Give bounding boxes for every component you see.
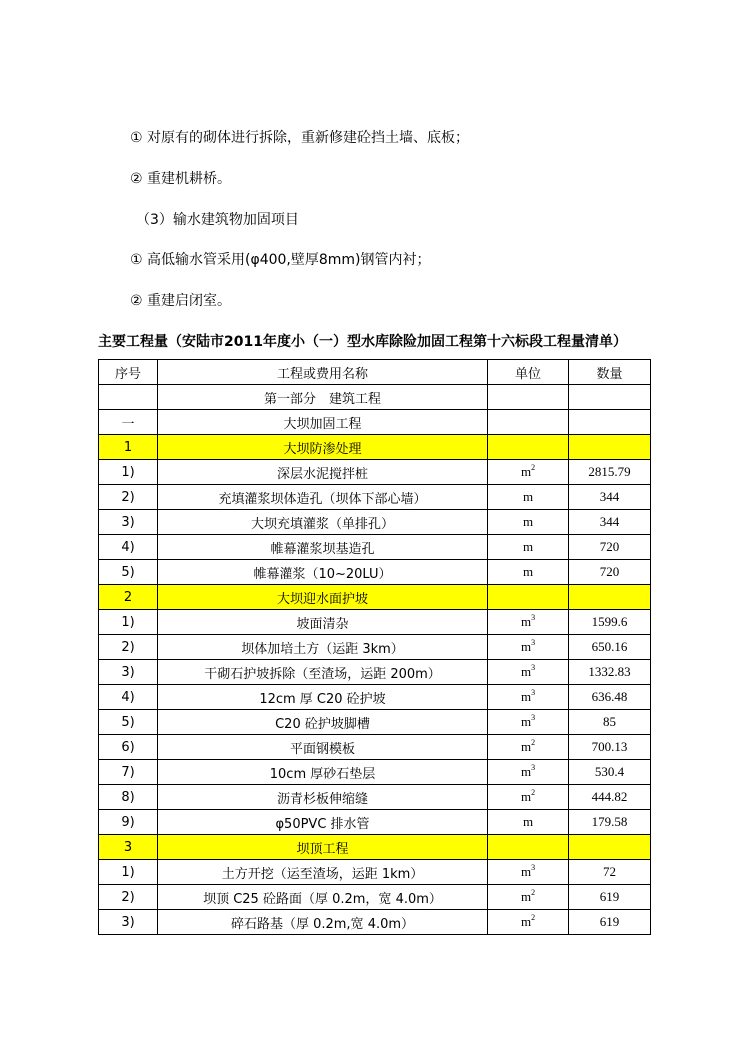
cell-seq: 6) [99, 735, 158, 760]
unit-exponent: 2 [531, 888, 536, 897]
cell-seq [99, 385, 158, 410]
cell-qty: 1332.83 [569, 660, 651, 685]
cell-seq: 4) [99, 535, 158, 560]
cell-qty: 72 [569, 860, 651, 885]
cell-qty: 619 [569, 885, 651, 910]
unit-text: m [520, 764, 532, 779]
table-row [99, 560, 651, 585]
cell-unit [488, 485, 569, 510]
cell-seq: 9) [99, 810, 158, 835]
unit-text: m [520, 614, 532, 629]
cell-unit [488, 435, 569, 460]
cell-seq: 2 [99, 585, 158, 610]
paragraph-1: ① 对原有的砌体进行拆除，重新修建砼挡土墙、底板； [130, 130, 469, 146]
cell-unit [488, 760, 569, 785]
table-row [99, 885, 651, 910]
cell-unit [488, 410, 569, 435]
cell-qty: 650.16 [569, 635, 651, 660]
cell-name: 碎石路基（厚 0.2m,宽 4.0m） [158, 910, 488, 935]
cell-qty [569, 835, 651, 860]
table-row [99, 535, 651, 560]
cell-seq: 4) [99, 685, 158, 710]
cell-unit [488, 585, 569, 610]
unit-text: m [520, 914, 532, 929]
cell-qty [569, 585, 651, 610]
cell-name: 土方开挖（运至渣场，运距 1km） [158, 860, 488, 885]
table-row [99, 435, 651, 460]
unit-text: m [522, 489, 534, 504]
unit-text: m [520, 689, 532, 704]
unit-exponent: 3 [531, 713, 536, 722]
cell-name: 第一部分 建筑工程 [158, 385, 488, 410]
unit-text: m [520, 739, 532, 754]
cell-name: 平面钢模板 [158, 735, 488, 760]
table-row [99, 585, 651, 610]
unit-exponent: 3 [531, 663, 536, 672]
header-name: 工程或费用名称 [158, 360, 488, 385]
cell-qty: 179.58 [569, 810, 651, 835]
unit-exponent: 3 [531, 638, 536, 647]
unit-text: m [520, 889, 532, 904]
cell-qty: 444.82 [569, 785, 651, 810]
cell-seq: 7) [99, 760, 158, 785]
table-row [99, 385, 651, 410]
table-row [99, 835, 651, 860]
cell-qty: 344 [569, 510, 651, 535]
cell-seq: 3) [99, 660, 158, 685]
cell-seq: 5) [99, 560, 158, 585]
cell-seq: 2) [99, 485, 158, 510]
unit-exponent: 2 [531, 913, 536, 922]
cell-unit [488, 610, 569, 635]
table-row [99, 510, 651, 535]
cell-seq: 8) [99, 785, 158, 810]
cell-name: 充填灌浆坝体造孔（坝体下部心墙） [158, 485, 488, 510]
cell-qty: 636.48 [569, 685, 651, 710]
table-row [99, 710, 651, 735]
unit-exponent: 3 [531, 763, 536, 772]
cell-name: 干砌石护坡拆除（至渣场，运距 200m） [158, 660, 488, 685]
table-row [99, 685, 651, 710]
cell-unit [488, 635, 569, 660]
table-row [99, 460, 651, 485]
header-seq: 序号 [99, 360, 158, 385]
cell-name: 沥青杉板伸缩缝 [158, 785, 488, 810]
cell-unit [488, 535, 569, 560]
cell-name: 帷幕灌浆（10~20LU） [158, 560, 488, 585]
cell-unit [488, 735, 569, 760]
cell-seq: 2) [99, 635, 158, 660]
cell-name: 10cm 厚砂石垫层 [158, 760, 488, 785]
header-unit: 单位 [488, 360, 569, 385]
cell-qty: 720 [569, 560, 651, 585]
header-qty: 数量 [569, 360, 651, 385]
cell-name: 帷幕灌浆坝基造孔 [158, 535, 488, 560]
cell-name: 坝体加培土方（运距 3km） [158, 635, 488, 660]
cell-name: 12cm 厚 C20 砼护坡 [158, 685, 488, 710]
cell-qty [569, 410, 651, 435]
paragraph-5: ② 重建启闭室。 [130, 293, 232, 309]
paragraph-4: ① 高低输水管采用(φ400,壁厚8mm)钢管内衬； [130, 252, 431, 268]
cell-unit [488, 785, 569, 810]
cell-name: 坝顶 C25 砼路面（厚 0.2m，宽 4.0m） [158, 885, 488, 910]
table-body [99, 385, 651, 935]
cell-unit [488, 685, 569, 710]
cell-name: 大坝加固工程 [158, 410, 488, 435]
cell-seq: 3) [99, 910, 158, 935]
cell-seq: 1) [99, 460, 158, 485]
cell-seq: 3 [99, 835, 158, 860]
cell-seq: 1) [99, 860, 158, 885]
cell-name: 坝顶工程 [158, 835, 488, 860]
unit-text: m [520, 639, 532, 654]
cell-name: 深层水泥搅拌桩 [158, 460, 488, 485]
cell-unit [488, 835, 569, 860]
table-header-row [99, 360, 651, 385]
paragraph-2: ② 重建机耕桥。 [130, 171, 232, 187]
cell-qty: 85 [569, 710, 651, 735]
cell-name: 大坝迎水面护坡 [158, 585, 488, 610]
table-row [99, 785, 651, 810]
unit-exponent: 3 [531, 688, 536, 697]
table-row [99, 610, 651, 635]
unit-exponent: 3 [531, 863, 536, 872]
paragraph-3: （3）输水建筑物加固项目 [136, 212, 299, 228]
cell-unit [488, 910, 569, 935]
unit-text: m [520, 664, 532, 679]
cell-qty: 2815.79 [569, 460, 651, 485]
cell-seq: 一 [99, 410, 158, 435]
table-row [99, 860, 651, 885]
cell-seq: 1 [99, 435, 158, 460]
unit-text: m [520, 464, 532, 479]
unit-text: m [522, 514, 534, 529]
cell-unit [488, 710, 569, 735]
cell-name: 大坝充填灌浆（单排孔） [158, 510, 488, 535]
quantity-table [98, 359, 651, 935]
unit-text: m [522, 564, 534, 579]
table-row [99, 910, 651, 935]
cell-unit [488, 460, 569, 485]
table-row [99, 810, 651, 835]
table-row [99, 660, 651, 685]
unit-text: m [520, 714, 532, 729]
cell-seq: 2) [99, 885, 158, 910]
table-row [99, 635, 651, 660]
unit-text: m [522, 539, 534, 554]
table-title: 主要工程量（安陆市2011年度小（一）型水库除险加固工程第十六标段工程量清单） [98, 334, 627, 350]
cell-qty: 530.4 [569, 760, 651, 785]
table-row [99, 760, 651, 785]
table-row [99, 485, 651, 510]
table-row [99, 735, 651, 760]
unit-exponent: 2 [531, 463, 536, 472]
cell-unit [488, 560, 569, 585]
cell-qty [569, 385, 651, 410]
cell-qty [569, 435, 651, 460]
cell-qty: 619 [569, 910, 651, 935]
cell-qty: 700.13 [569, 735, 651, 760]
cell-unit [488, 860, 569, 885]
cell-unit [488, 885, 569, 910]
cell-unit [488, 810, 569, 835]
unit-exponent: 2 [531, 788, 536, 797]
unit-exponent: 2 [531, 738, 536, 747]
cell-unit [488, 660, 569, 685]
cell-name: 大坝防渗处理 [158, 435, 488, 460]
table-row [99, 410, 651, 435]
cell-unit [488, 510, 569, 535]
cell-seq: 5) [99, 710, 158, 735]
cell-name: 坡面清杂 [158, 610, 488, 635]
unit-text: m [522, 814, 534, 829]
cell-name: φ50PVC 排水管 [158, 810, 488, 835]
cell-seq: 3) [99, 510, 158, 535]
cell-qty: 720 [569, 535, 651, 560]
cell-unit [488, 385, 569, 410]
cell-name: C20 砼护坡脚槽 [158, 710, 488, 735]
unit-text: m [520, 789, 532, 804]
cell-seq: 1) [99, 610, 158, 635]
unit-text: m [520, 864, 532, 879]
cell-qty: 344 [569, 485, 651, 510]
cell-qty: 1599.6 [569, 610, 651, 635]
unit-exponent: 3 [531, 613, 536, 622]
